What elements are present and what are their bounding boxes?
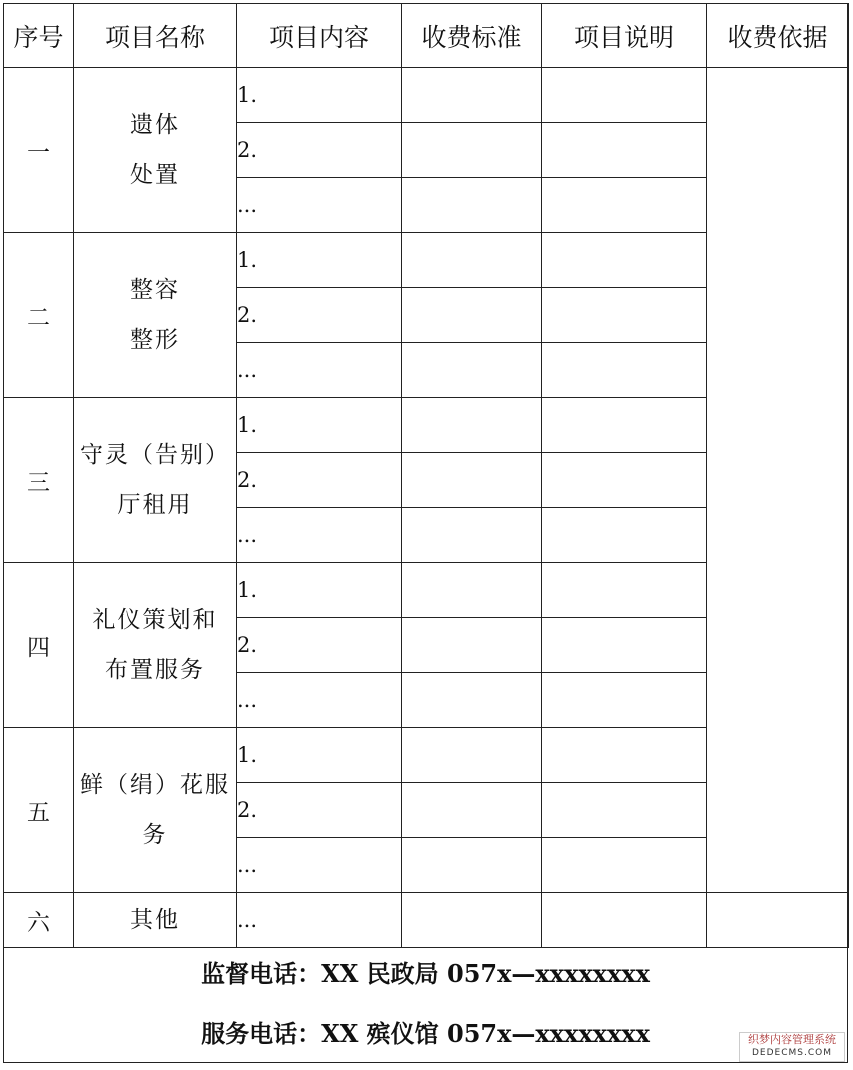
row-description bbox=[542, 563, 707, 618]
row-description bbox=[542, 618, 707, 673]
supervision-phone: 监督电话：XX 民政局 057x—xxxxxxxx bbox=[201, 959, 650, 988]
row-name-line: 遗体 bbox=[130, 112, 180, 138]
row-standard bbox=[402, 288, 542, 343]
header-description: 项目说明 bbox=[542, 4, 707, 68]
watermark-logo bbox=[739, 1032, 845, 1062]
row-content: 1. bbox=[237, 233, 402, 288]
row-seq: 二 bbox=[4, 233, 74, 398]
row-name-line: 守灵（告别） bbox=[80, 442, 230, 468]
row-standard bbox=[402, 618, 542, 673]
row-seq: 六 bbox=[4, 893, 74, 948]
row-description bbox=[542, 728, 707, 783]
row-name-line: 处置 bbox=[130, 162, 180, 188]
row-name-line: 鲜（绢）花服 bbox=[80, 772, 230, 798]
row-name-line: 务 bbox=[142, 822, 168, 848]
row-content: 1. bbox=[237, 398, 402, 453]
row-standard bbox=[402, 838, 542, 893]
basis-cell bbox=[707, 68, 849, 893]
row-name-line: 整容 bbox=[130, 277, 180, 303]
row-name bbox=[74, 233, 237, 398]
row-description bbox=[542, 123, 707, 178]
row-content: ... bbox=[237, 893, 402, 948]
row-name-line: 布置服务 bbox=[105, 657, 205, 683]
row-name bbox=[74, 728, 237, 893]
row-description bbox=[542, 343, 707, 398]
row-description bbox=[542, 508, 707, 563]
table-row bbox=[4, 893, 849, 948]
row-name bbox=[74, 563, 237, 728]
row-content: ... bbox=[237, 178, 402, 233]
row-content: 1. bbox=[237, 728, 402, 783]
row-content: ... bbox=[237, 673, 402, 728]
row-content: 2. bbox=[237, 288, 402, 343]
watermark-domain: DEDECMS.COM bbox=[752, 1048, 832, 1058]
row-name bbox=[74, 398, 237, 563]
row-standard bbox=[402, 178, 542, 233]
row-seq: 一 bbox=[4, 68, 74, 233]
row-content: ... bbox=[237, 343, 402, 398]
row-name-line: 其他 bbox=[130, 907, 180, 933]
row-description bbox=[542, 893, 707, 948]
row-content: 2. bbox=[237, 783, 402, 838]
row-name-line: 礼仪策划和 bbox=[92, 607, 218, 633]
row-description bbox=[542, 398, 707, 453]
row-standard bbox=[402, 233, 542, 288]
header-name: 项目名称 bbox=[74, 4, 237, 68]
row-description bbox=[542, 453, 707, 508]
row-standard bbox=[402, 343, 542, 398]
row-content: 2. bbox=[237, 618, 402, 673]
row-name bbox=[74, 893, 237, 948]
row-content: ... bbox=[237, 508, 402, 563]
header-standard: 收费标准 bbox=[402, 4, 542, 68]
basis-cell bbox=[707, 893, 849, 948]
row-content: 1. bbox=[237, 68, 402, 123]
watermark-title: 织梦内容管理系统 bbox=[748, 1033, 836, 1046]
row-standard bbox=[402, 398, 542, 453]
row-name-line: 厅租用 bbox=[117, 492, 193, 518]
row-description bbox=[542, 178, 707, 233]
service-phone: 服务电话：XX 殡仪馆 057x—xxxxxxxx bbox=[201, 1019, 650, 1048]
row-standard bbox=[402, 893, 542, 948]
row-description bbox=[542, 288, 707, 343]
row-seq: 四 bbox=[4, 563, 74, 728]
row-description bbox=[542, 68, 707, 123]
row-content: 1. bbox=[237, 563, 402, 618]
row-standard bbox=[402, 673, 542, 728]
row-description bbox=[542, 233, 707, 288]
table-header-row bbox=[4, 4, 849, 68]
header-seq: 序号 bbox=[4, 4, 74, 68]
header-content: 项目内容 bbox=[237, 4, 402, 68]
row-standard bbox=[402, 783, 542, 838]
contact-footer bbox=[3, 942, 848, 1062]
row-standard bbox=[402, 123, 542, 178]
row-name bbox=[74, 68, 237, 233]
row-standard bbox=[402, 508, 542, 563]
row-standard bbox=[402, 68, 542, 123]
row-standard bbox=[402, 563, 542, 618]
row-description bbox=[542, 838, 707, 893]
row-content: 2. bbox=[237, 123, 402, 178]
row-name-line: 整形 bbox=[130, 327, 180, 353]
fee-table bbox=[3, 3, 849, 948]
row-description bbox=[542, 783, 707, 838]
row-content: 2. bbox=[237, 453, 402, 508]
row-seq: 三 bbox=[4, 398, 74, 563]
header-basis: 收费依据 bbox=[707, 4, 849, 68]
row-standard bbox=[402, 453, 542, 508]
row-standard bbox=[402, 728, 542, 783]
row-seq: 五 bbox=[4, 728, 74, 893]
row-content: ... bbox=[237, 838, 402, 893]
row-description bbox=[542, 673, 707, 728]
table-row bbox=[4, 68, 849, 123]
